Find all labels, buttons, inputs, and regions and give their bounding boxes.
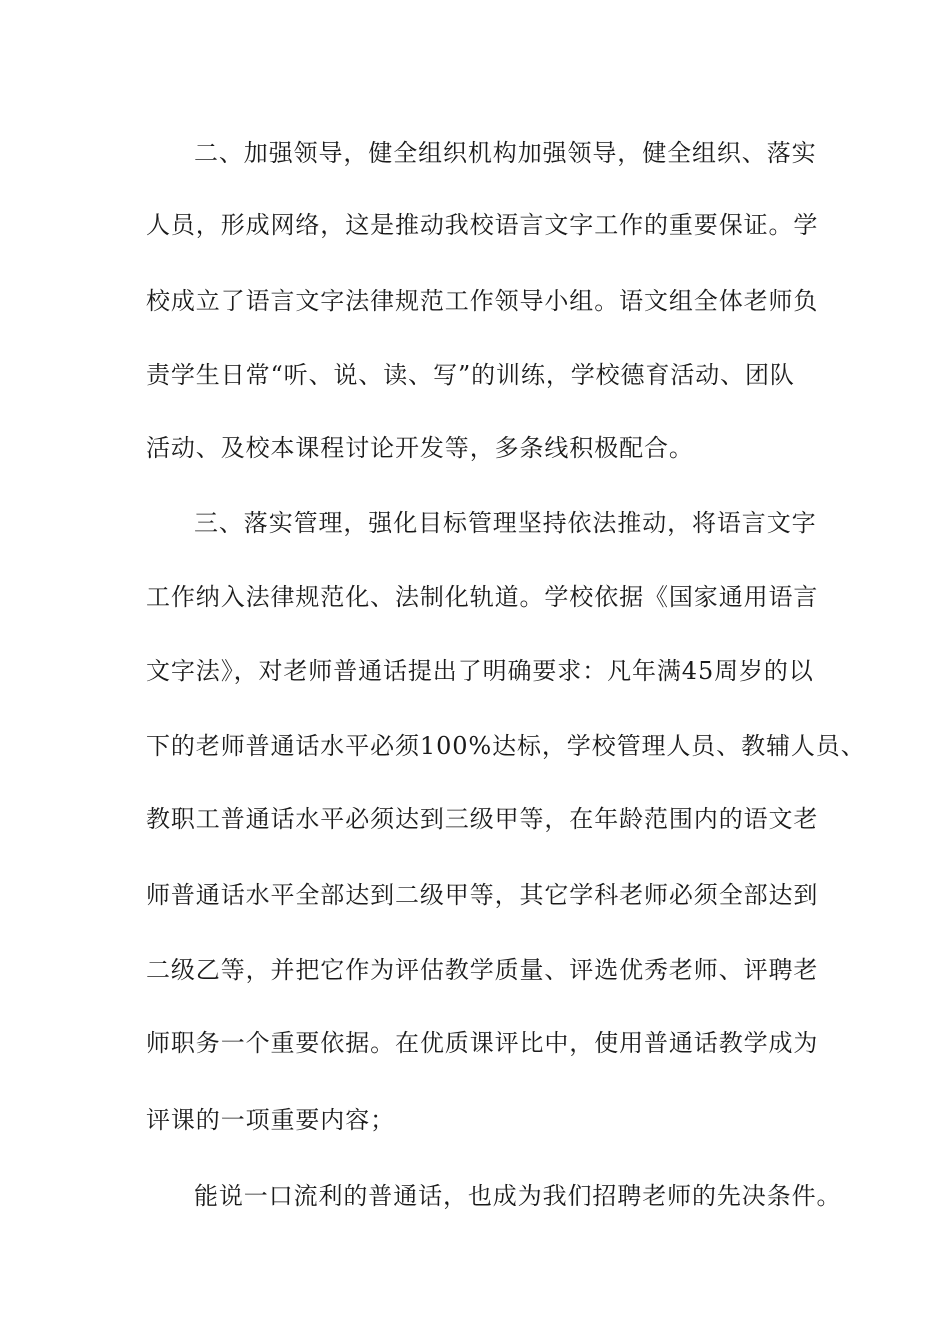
paragraph-1-line-2: 人员，形成网络，这是推动我校语言文字工作的重要保证。学 (146, 211, 819, 239)
paragraph-2-line-9: 评课的一项重要内容； (146, 1106, 395, 1134)
paragraph-2-line-3: 文字法》，对老师普通话提出了明确要求：凡年满45周岁的以 (146, 657, 814, 685)
paragraph-2-line-8: 师职务一个重要依据。在优质课评比中，使用普通话教学成为 (146, 1029, 819, 1057)
paragraph-3-line-1: 能说一口流利的普通话，也成为我们招聘老师的先决条件。 (194, 1182, 842, 1210)
paragraph-2-line-6: 师普通话水平全部达到二级甲等，其它学科老师必须全部达到 (146, 881, 819, 909)
paragraph-2-line-4: 下的老师普通话水平必须100%达标，学校管理人员、教辅人员、 (146, 732, 866, 760)
paragraph-1-line-3: 校成立了语言文字法律规范工作领导小组。语文组全体老师负 (146, 287, 819, 315)
paragraph-1-line-4: 责学生日常“听、说、读、写”的训练，学校德育活动、团队 (146, 361, 795, 389)
paragraph-1-line-1: 二、加强领导，健全组织机构加强领导，健全组织、落实 (194, 139, 817, 167)
paragraph-1-line-5: 活动、及校本课程讨论开发等，多条线积极配合。 (146, 434, 694, 462)
paragraph-2-line-5: 教职工普通话水平必须达到三级甲等，在年龄范围内的语文老 (146, 805, 819, 833)
paragraph-2-line-1: 三、落实管理，强化目标管理坚持依法推动，将语言文字 (194, 509, 817, 537)
paragraph-2-line-7: 二级乙等，并把它作为评估教学质量、评选优秀老师、评聘老 (146, 956, 819, 984)
paragraph-2-line-2: 工作纳入法律规范化、法制化轨道。学校依据《国家通用语言 (146, 583, 819, 611)
